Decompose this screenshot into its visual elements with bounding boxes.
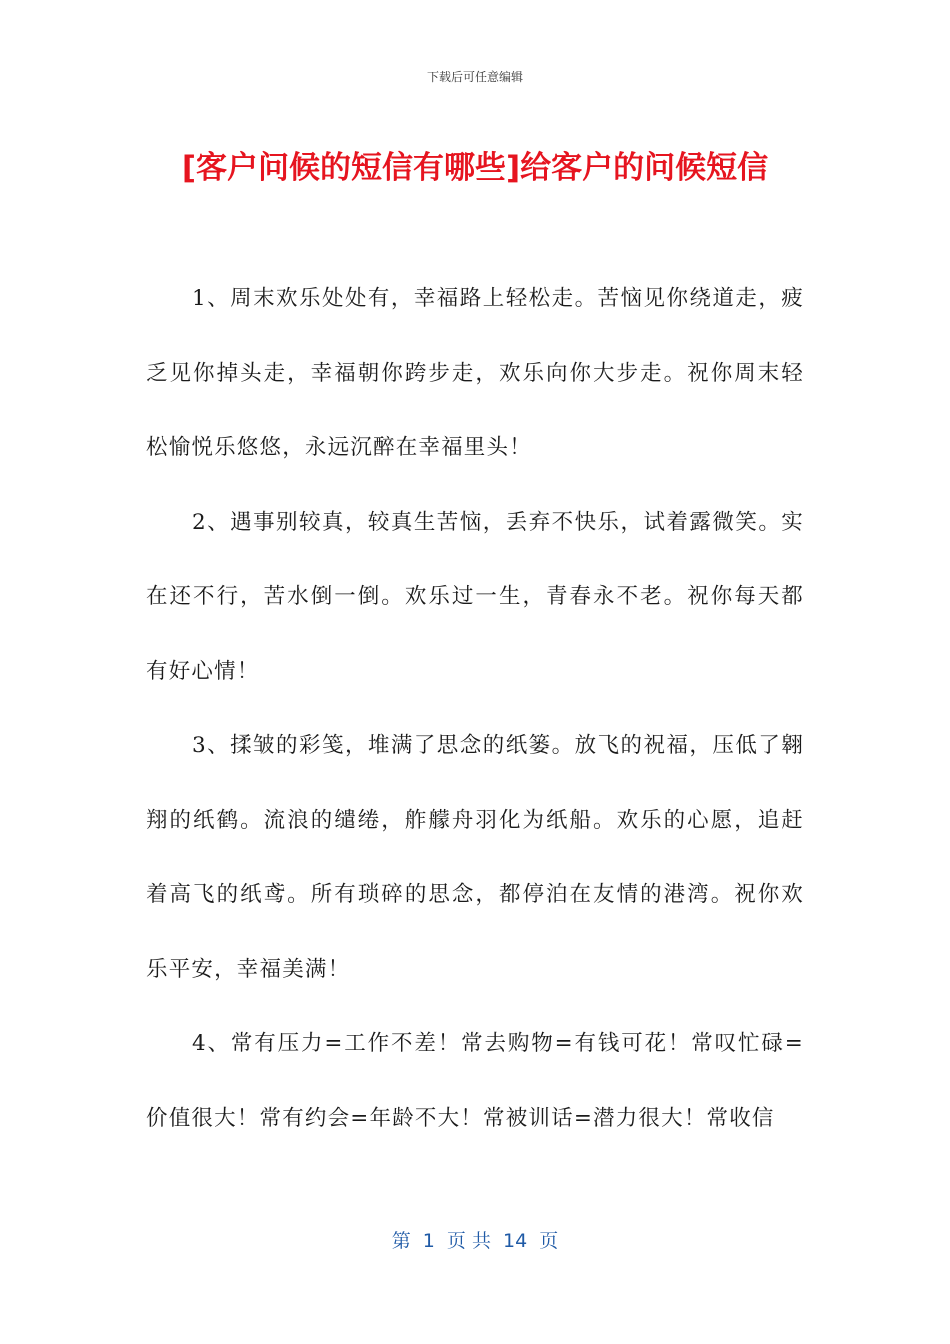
paragraph-3: 3、揉皱的彩笺，堆满了思念的纸篓。放飞的祝福，压低了翱翔的纸鹤。流浪的缱绻，舴艨舟羽化为纸船。欢乐的心愿，追赶着高飞的纸鸢。所有琐碎的思念，都停泊在友情的港湾。祝你欢乐平安，幸福美满！: [146, 733, 804, 982]
paragraph-2: 2、遇事别较真，较真生苦恼，丢弃不快乐，试着露微笑。实在还不行，苦水倒一倒。欢乐过一生，青春永不老。祝你每天都有好心情！: [146, 509, 804, 684]
paragraph-1: 1、周末欢乐处处有，幸福路上轻松走。苦恼见你绕道走，疲乏见你掉头走，幸福朝你跨步走，欢乐向你大步走。祝你周末轻松愉悦乐悠悠，永远沉醉在幸福里头！: [146, 286, 804, 460]
page-header-note: 下载后可任意编辑: [426, 70, 523, 84]
document-title: [客户问候的短信有哪些]给客户的问候短信: [181, 150, 769, 186]
paragraph-4: 4、常有压力=工作不差！常去购物=有钱可花！常叹忙碌=价值很大！常有约会=年龄不大！常被训话=潜力很大！常收信: [146, 1031, 804, 1131]
page-number-footer: 第 1 页 共 14 页: [391, 1230, 559, 1252]
document-body: [146, 262, 804, 1156]
